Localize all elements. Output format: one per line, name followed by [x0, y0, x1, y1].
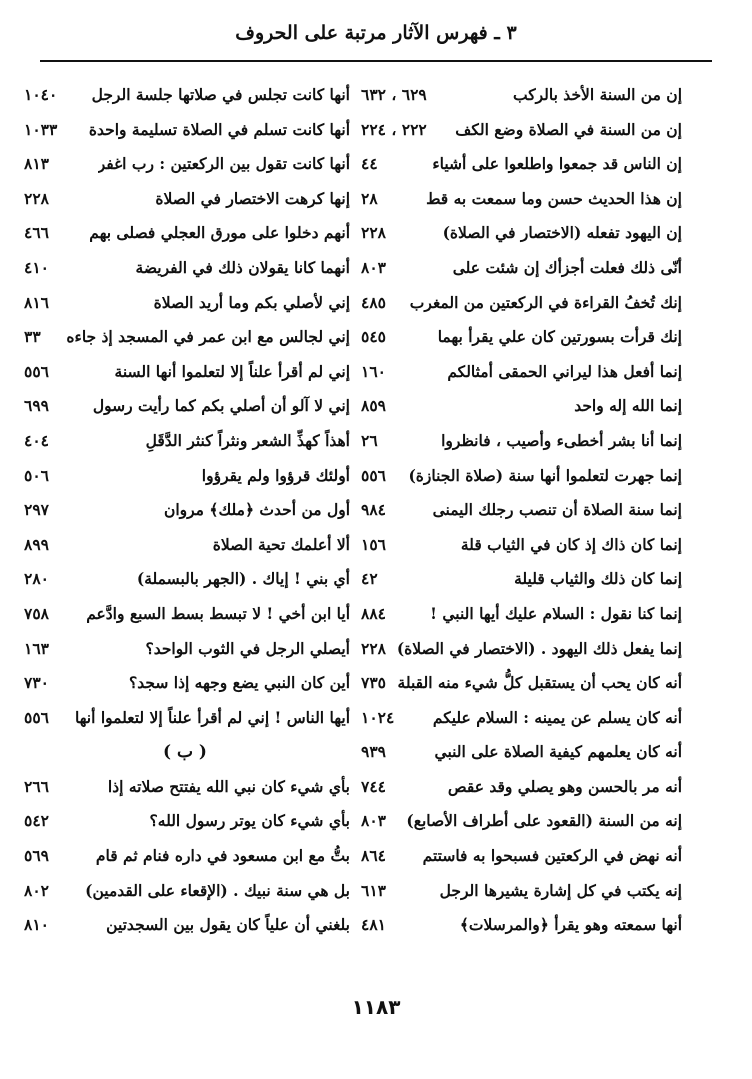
entry-text: بأي شيء كان يوتر رسول الله؟	[149, 811, 350, 831]
entry-reference: ٧٣٠	[24, 673, 49, 693]
entry-reference: ٢٢٨	[361, 223, 386, 243]
entry-text: إن اليهود تفعله (الاختصار في الصلاة)	[442, 223, 682, 243]
index-entry	[357, 320, 682, 355]
entry-text: أنها سمعته وهو يقرأ ﴿والمرسلات﴾	[459, 915, 682, 935]
index-entry	[357, 666, 682, 701]
entry-text: بلغني أن علياً كان يقول بين السجدتين	[106, 915, 350, 935]
entry-reference: ٦٢٩ ، ٦٣٢	[361, 85, 427, 104]
index-entry	[20, 770, 350, 805]
entry-reference: ٦٩٩	[24, 396, 49, 416]
entry-reference: ٨٠٣	[361, 811, 386, 831]
entry-reference: ٨٥٩	[361, 396, 386, 416]
index-entry	[20, 908, 350, 943]
entry-reference: ١٦٣	[24, 638, 49, 658]
entry-text: أي بني ! إياك . (الجهر بالبسملة)	[136, 569, 350, 589]
index-entry	[357, 528, 682, 563]
entry-text: ألا أعلمك تحية الصلاة	[212, 534, 350, 554]
entry-text: إني لا آلو أن أصلي بكم كما رأيت رسول	[92, 396, 350, 416]
entry-text: إن هذا الحديث حسن وما سمعت به قط	[426, 188, 682, 208]
entry-reference: ٢٨٠	[24, 569, 49, 589]
entry-text: أنه نهض في الركعتين فسبحوا به فاستتم	[422, 846, 682, 866]
index-entry	[20, 320, 350, 355]
entry-text: إنما أفعل هذا ليراني الحمقى أمثالكم	[447, 361, 682, 381]
page-header: ٣ ـ فهرس الآثار مرتبة على الحروف	[235, 22, 517, 44]
index-entry	[357, 701, 682, 736]
index-entry	[357, 908, 682, 943]
entry-text: أنها كانت تسلم في الصلاة تسليمة واحدة	[88, 119, 350, 139]
entry-reference: ٤٤	[361, 154, 378, 174]
entry-text: إنما أنا بشر أخطىء وأصيب ، فانظروا	[441, 430, 682, 450]
entry-reference: ٩٨٤	[361, 500, 386, 520]
entry-reference: ٦١٣	[361, 880, 386, 900]
entry-reference: ٥٥٦	[361, 465, 386, 485]
entry-reference: ٧٥٨	[24, 603, 49, 623]
entry-text: أنه كان يعلمهم كيفية الصلاة على النبي	[434, 742, 682, 762]
index-entry	[20, 493, 350, 528]
entry-text: إنه يكتب في كل إشارة يشيرها الرجل	[439, 880, 682, 900]
entry-text: أنه كان يحب أن يستقبل كلُّ شيء منه القبلة	[397, 673, 682, 693]
entry-text: إنها كرهت الاختصار في الصلاة	[155, 188, 350, 208]
index-entry	[357, 632, 682, 667]
index-entry	[20, 78, 350, 113]
index-entry	[357, 389, 682, 424]
index-entry	[357, 597, 682, 632]
index-entry	[20, 839, 350, 874]
entry-reference: ٥٤٥	[361, 327, 386, 347]
entry-reference: ٢٦	[361, 430, 378, 450]
entry-reference: ٤١٠	[24, 257, 49, 277]
index-entry	[357, 147, 682, 182]
index-entry	[357, 493, 682, 528]
page-number: ١١٨٣	[351, 995, 401, 1019]
entry-text: إنما كان ذلك والثياب قليلة	[514, 569, 682, 589]
entry-reference: ٨٠٢	[24, 880, 49, 900]
entry-text: إني لأصلي بكم وما أريد الصلاة	[153, 292, 350, 312]
index-entry	[357, 251, 682, 286]
index-entry	[357, 770, 682, 805]
entry-text: أيصلي الرجل في الثوب الواحد؟	[145, 638, 350, 658]
entry-text: إنما كنا نقول : السلام عليك أيها النبي !	[430, 603, 682, 623]
index-entry	[20, 666, 350, 701]
entry-text: إن من السنة الأخذ بالركب	[513, 85, 682, 104]
entry-reference: ٨٠٣	[361, 257, 386, 277]
index-column-left	[20, 78, 350, 943]
index-entry	[357, 804, 682, 839]
entry-text: إنما كان ذاك إذ كان في الثياب قلة	[460, 534, 682, 554]
entry-reference: ١٥٦	[361, 534, 386, 554]
index-entry	[20, 216, 350, 251]
entry-text: أنهما كانا يقولان ذلك في الفريضة	[135, 257, 350, 277]
entry-text: إنما الله إله واحد	[574, 396, 682, 416]
entry-text: أيها الناس ! إني لم أقرأ علناً إلا لتعلموا أنها	[74, 707, 350, 727]
index-entry	[20, 389, 350, 424]
entry-reference: ٤٠٤	[24, 430, 49, 450]
entry-text: إنك تُخفُ القراءة في الركعتين من المغرب	[409, 292, 682, 312]
index-entry	[20, 804, 350, 839]
index-entry	[20, 632, 350, 667]
index-entry	[357, 78, 682, 113]
index-entry	[20, 562, 350, 597]
index-entry	[20, 182, 350, 217]
entry-reference: ٤٨١	[361, 915, 386, 935]
entry-reference: ٢٢٢ ، ٢٢٤	[361, 119, 427, 139]
entry-reference: ٢٩٧	[24, 500, 49, 520]
index-entry	[20, 597, 350, 632]
entry-reference: ٥٥٦	[24, 361, 49, 381]
index-entry	[20, 355, 350, 390]
entry-reference: ١٠٤٠	[24, 85, 58, 104]
entry-text: أولئك قرؤوا ولم يقرؤوا	[201, 465, 350, 485]
header-rule	[40, 60, 712, 62]
index-column-right	[357, 78, 682, 943]
entry-reference: ٩٣٩	[361, 742, 386, 762]
entry-reference: ١٠٣٣	[24, 119, 58, 139]
index-entry	[20, 286, 350, 321]
entry-reference: ٨١٠	[24, 915, 49, 935]
entry-reference: ١٦٠	[361, 361, 386, 381]
entry-reference: ٢٦٦	[24, 776, 49, 796]
index-entry	[20, 147, 350, 182]
entry-reference: ٥٦٩	[24, 846, 49, 866]
entry-text: إنما جهرت لتعلموا أنها سنة (صلاة الجنازة)	[408, 465, 682, 485]
entry-text: أنها كانت تقول بين الركعتين : رب اغفر	[97, 154, 350, 174]
entry-reference: ٨٨٤	[361, 603, 386, 623]
entry-reference: ٤٨٥	[361, 292, 386, 312]
index-entry	[357, 355, 682, 390]
entry-reference: ٤٢	[361, 569, 378, 589]
entry-reference: ٨٩٩	[24, 534, 49, 554]
entry-reference: ٨١٦	[24, 292, 49, 312]
entry-text: أنهم دخلوا على مورق العجلي فصلى بهم	[89, 223, 350, 243]
entry-reference: ٢٨	[361, 188, 378, 208]
index-entry	[357, 424, 682, 459]
entry-text: بتُّ مع ابن مسعود في داره فنام ثم قام	[95, 846, 350, 866]
entry-text: إني لجالس مع ابن عمر في المسجد إذ جاءه	[66, 327, 350, 347]
index-entry	[357, 839, 682, 874]
entry-text: أين كان النبي يضع وجهه إذا سجد؟	[129, 673, 350, 693]
index-entry	[357, 113, 682, 148]
entry-text: أنها كانت تجلس في صلاتها جلسة الرجل	[91, 85, 350, 104]
index-entry	[357, 874, 682, 909]
index-entry	[20, 113, 350, 148]
index-entry	[357, 459, 682, 494]
entry-text: أنّى ذلك فعلت أجزأك إن شئت على	[452, 257, 682, 277]
index-entry	[20, 459, 350, 494]
index-entry	[20, 251, 350, 286]
index-entry	[20, 874, 350, 909]
entry-text: أول من أحدث ﴿ملك﴾ مروان	[163, 500, 350, 520]
entry-text: إنك قرأت بسورتين كان علي يقرأ بهما	[437, 327, 682, 347]
entry-reference: ٥٥٦	[24, 707, 49, 727]
entry-text: بأي شيء كان نبي الله يفتتح صلاته إذا	[107, 776, 350, 796]
index-entry	[20, 424, 350, 459]
entry-text: أيا ابن أخي ! لا تبسط بسط السبع وادَّعم	[86, 603, 350, 623]
entry-reference: ٢٢٨	[24, 188, 49, 208]
index-entry	[20, 528, 350, 563]
index-entry	[357, 286, 682, 321]
index-entry	[357, 562, 682, 597]
entry-text: إن الناس قد جمعوا واطلعوا على أشياء	[432, 154, 682, 174]
entry-reference: ٢٢٨	[361, 638, 386, 658]
entry-text: إنه من السنة (القعود على أطراف الأصابع)	[406, 811, 682, 831]
entry-text: إني لم أقرأ علناً إلا لتعلموا أنها السنة	[114, 361, 350, 381]
entry-reference: ٨١٣	[24, 154, 49, 174]
entry-reference: ٧٤٤	[361, 776, 386, 796]
index-entry	[357, 182, 682, 217]
entry-reference: ٣٣	[24, 327, 41, 347]
entry-text: إنما يفعل ذلك اليهود . (الاختصار في الصلاة)	[396, 638, 682, 658]
entry-text: إنما سنة الصلاة أن تنصب رجلك اليمنى	[432, 500, 682, 520]
entry-reference: ٧٣٥	[361, 673, 386, 693]
entry-text: أنه كان يسلم عن يمينه : السلام عليكم	[432, 707, 682, 727]
entry-reference: ٥٠٦	[24, 465, 49, 485]
entry-text: أهذاً كهذِّ الشعر ونثراً كنثر الدَّقَلِ	[145, 430, 350, 450]
index-entry	[357, 216, 682, 251]
entry-reference: ٤٦٦	[24, 223, 49, 243]
entry-text: بل هي سنة نبيك . (الإقعاء على القدمين)	[85, 880, 350, 900]
index-entry	[20, 701, 350, 736]
entry-reference: ٨٦٤	[361, 846, 386, 866]
entry-reference: ١٠٢٤	[361, 707, 395, 727]
index-entry	[357, 735, 682, 770]
entry-text: إن من السنة في الصلاة وضع الكف	[455, 119, 682, 139]
entry-text: أنه مر بالحسن وهو يصلي وقد عقص	[447, 776, 682, 796]
section-heading: ( ب )	[163, 742, 207, 763]
entry-reference: ٥٤٢	[24, 811, 49, 831]
